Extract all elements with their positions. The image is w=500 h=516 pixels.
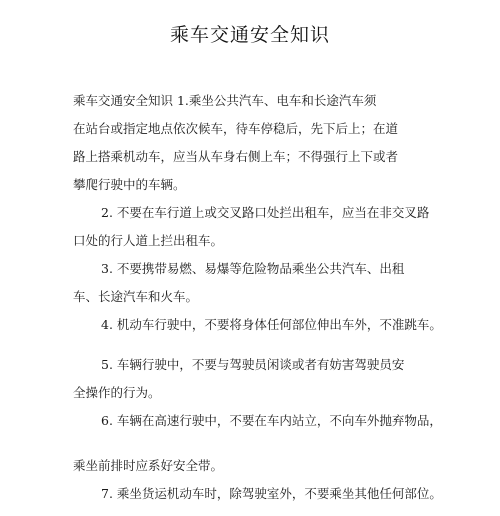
paragraph-line: 2. 不要在车行道上或交叉路口处拦出租车，应当在非交叉路 xyxy=(101,205,430,220)
paragraph-line: 6. 车辆在高速行驶中，不要在车内站立，不向车外抛弃物品， xyxy=(101,413,442,428)
paragraph-line: 在站台或指定地点依次候车，待车停稳后，先下后上；在道 xyxy=(73,121,399,136)
paragraph-line: 全操作的行为。 xyxy=(73,385,161,400)
paragraph-line: 3. 不要携带易燃、易爆等危险物品乘坐公共汽车、出租 xyxy=(101,261,405,276)
paragraph-line: 乘车交通安全知识 1.乘坐公共汽车、电车和长途汽车须 xyxy=(73,93,377,108)
paragraph-line: 路上搭乘机动车，应当从车身右侧上车；不得强行上下或者 xyxy=(73,149,399,164)
paragraph-line: 7. 乘坐货运机动车时，除驾驶室外，不要乘坐其他任何部位。 xyxy=(101,486,442,501)
paragraph-line: 口处的行人道上拦出租车。 xyxy=(73,233,224,248)
paragraph-line: 乘坐前排时应系好安全带。 xyxy=(73,458,224,473)
paragraph-line: 4. 机动车行驶中，不要将身体任何部位伸出车外，不准跳车。 xyxy=(101,317,442,332)
document-title: 乘车交通安全知识 xyxy=(169,24,330,46)
paragraph-line: 攀爬行驶中的车辆。 xyxy=(73,177,186,192)
paragraph-line: 5. 车辆行驶中，不要与驾驶员闲谈或者有妨害驾驶员安 xyxy=(101,357,405,372)
paragraph-line: 车、长途汽车和火车。 xyxy=(73,289,199,304)
